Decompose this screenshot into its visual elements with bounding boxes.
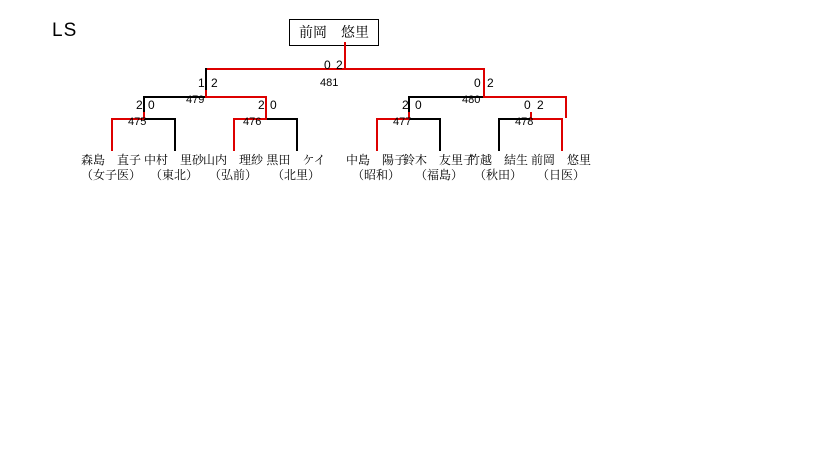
match477-left-leg <box>376 118 378 151</box>
match477-right-score: 0 <box>415 98 422 112</box>
player-name: 森島 直子 <box>80 153 141 167</box>
match475-left-leg <box>111 118 113 151</box>
final-top-line <box>205 68 485 70</box>
semi2-right-score: 2 <box>487 76 494 90</box>
match475-number: 475 <box>128 116 147 128</box>
champion-connector <box>344 42 346 68</box>
player-affiliation: （日医） <box>536 168 585 182</box>
player-affiliation: （秋田） <box>473 168 522 182</box>
player-name: 竹越 結生 <box>467 153 528 167</box>
player-entry <box>511 153 611 183</box>
match478-right-score: 2 <box>537 98 544 112</box>
match476-right-leg <box>296 118 298 151</box>
match478-left-leg <box>498 118 500 151</box>
match478-number: 478 <box>515 116 534 128</box>
player-name: 鈴木 友里子 <box>402 153 475 167</box>
semi1-match-number: 479 <box>186 94 205 106</box>
match476-up-connector <box>265 112 267 119</box>
player-affiliation: （昭和） <box>351 168 400 182</box>
match476-left-leg <box>233 118 235 151</box>
category-label: LS <box>52 20 78 41</box>
match477-right-leg <box>439 118 441 151</box>
final-right-leg <box>483 68 485 90</box>
final-right-score: 2 <box>336 58 343 72</box>
player-affiliation: （弘前） <box>208 168 257 182</box>
final-left-leg <box>205 68 207 90</box>
semi2-left-score: 0 <box>474 76 481 90</box>
match476-number: 476 <box>243 116 262 128</box>
player-name: 前岡 悠里 <box>530 153 591 167</box>
match478-winner-path <box>530 118 563 120</box>
match476-right-score: 0 <box>270 98 277 112</box>
semi2-match-number: 480 <box>462 94 481 106</box>
final-left-score: 0 <box>324 58 331 72</box>
player-name: 中島 陽子 <box>345 153 406 167</box>
champion-name-box: 前岡 悠里 <box>289 19 379 46</box>
match478-left-score: 0 <box>524 98 531 112</box>
player-affiliation: （福島） <box>414 168 463 182</box>
player-name: 黒田 ケイ <box>266 153 326 167</box>
semi2-right-leg <box>565 96 567 118</box>
player-name: 中村 里砂 <box>143 153 204 167</box>
player-affiliation: （北里） <box>271 168 320 182</box>
match477-number: 477 <box>393 116 412 128</box>
player-affiliation: （東北） <box>149 168 198 182</box>
semi1-right-score: 2 <box>211 76 218 90</box>
match475-left-score: 2 <box>136 98 143 112</box>
semi1-left-score: 1 <box>198 76 205 90</box>
player-name: 山内 理紗 <box>202 153 263 167</box>
match478-right-leg <box>561 118 563 151</box>
match476-left-score: 2 <box>258 98 265 112</box>
match477-left-score: 2 <box>402 98 409 112</box>
semi2-winner-path-2 <box>483 96 523 98</box>
match475-right-leg <box>174 118 176 151</box>
match475-right-score: 0 <box>148 98 155 112</box>
final-match-number: 481 <box>320 77 339 89</box>
player-affiliation: （女子医） <box>80 168 141 182</box>
